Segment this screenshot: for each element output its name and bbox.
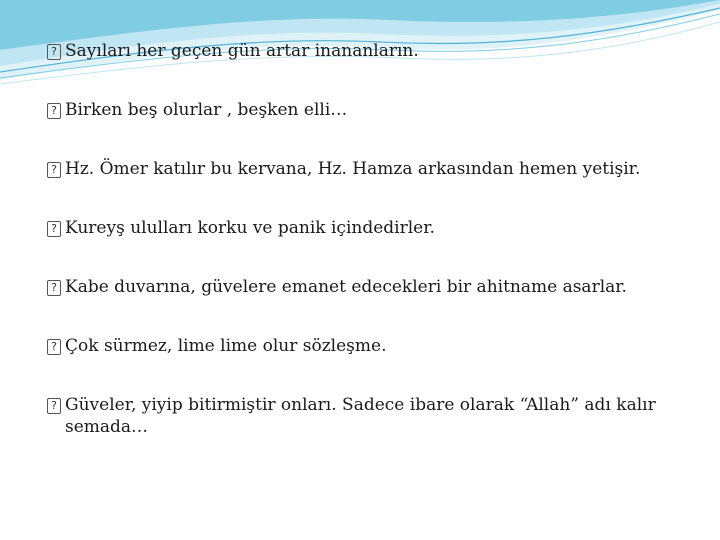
bullet-text: Kabe duvarına, güvelere emanet edecekleri bir ahitname asarlar.: [65, 277, 627, 297]
bullet-box-icon: ?: [47, 162, 61, 178]
bullet-text: Kureyş ululları korku ve panik içindedirler.: [65, 218, 435, 238]
bullet-box-icon: ?: [47, 103, 61, 119]
bullet-box-icon: ?: [47, 221, 61, 237]
bullet-item: [47, 40, 707, 62]
bullet-item: [47, 276, 707, 298]
bullet-box-icon: ?: [47, 339, 61, 355]
bullet-item: [47, 99, 707, 121]
bullet-text: Güveler, yiyip bitirmiştir onları. Sadece ibare olarak “Allah” adı kalır semada…: [65, 395, 656, 437]
bullet-item: [47, 217, 707, 239]
bullet-item: [47, 158, 707, 180]
bullet-box-icon: ?: [47, 44, 61, 60]
bullet-text: Birken beş olurlar , beşken elli…: [65, 100, 348, 120]
bullet-box-icon: ?: [47, 280, 61, 296]
bullet-text: Sayıları her geçen gün artar inananların.: [65, 41, 419, 61]
bullet-text: Çok sürmez, lime lime olur sözleşme.: [65, 336, 387, 356]
bullet-list: [47, 40, 707, 475]
bullet-box-icon: ?: [47, 398, 61, 414]
bullet-item: [47, 394, 707, 438]
bullet-text: Hz. Ömer katılır bu kervana, Hz. Hamza arkasından hemen yetişir.: [65, 159, 641, 179]
bullet-item: [47, 335, 707, 357]
